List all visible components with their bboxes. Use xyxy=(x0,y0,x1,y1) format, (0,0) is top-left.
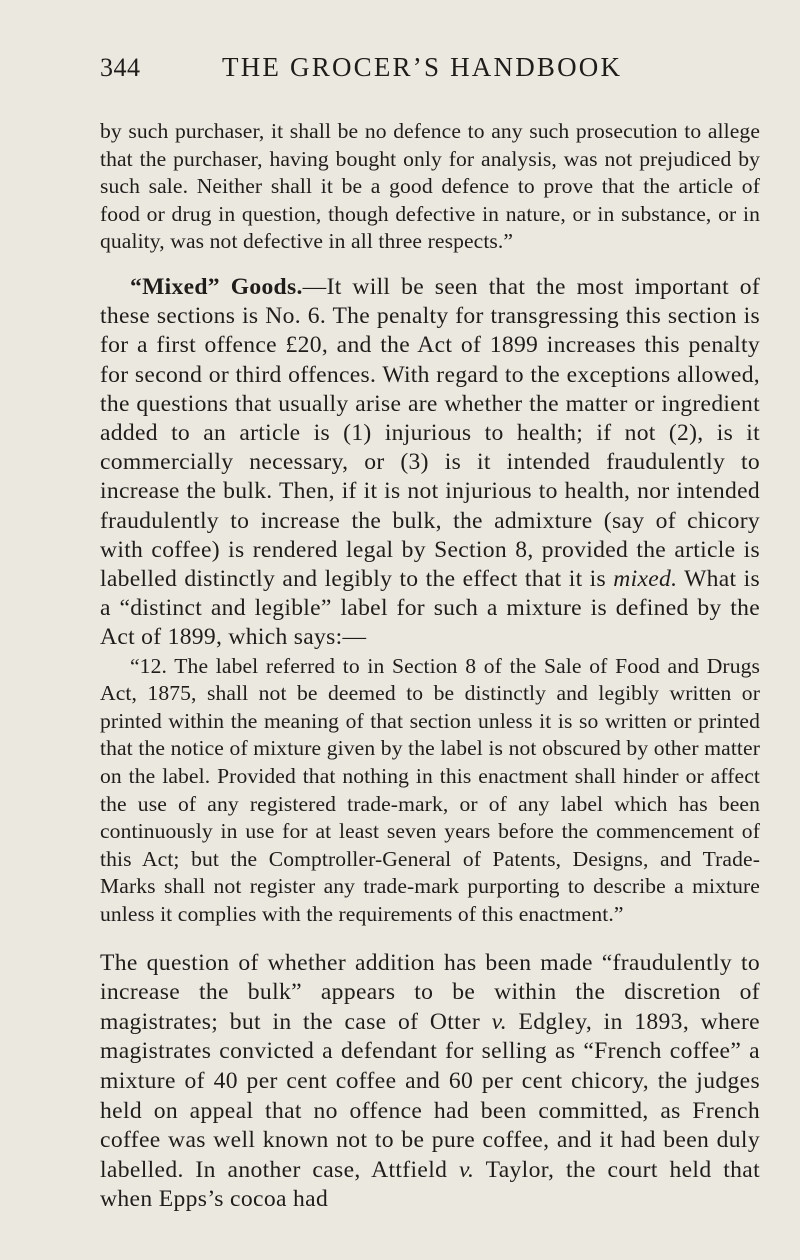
paragraph-text: What is a “distinct and legible” label for such a mixture is defined by the Act of 1899, which says:— xyxy=(100,566,760,651)
paragraph-text: The question of whether addition has been made “fraudulently to increase the bulk” appears to be within the discretion of magistrates; but in the case of Otter xyxy=(100,949,760,1035)
italic-text: v. xyxy=(458,1156,475,1183)
running-head xyxy=(100,52,760,92)
paragraph-fraud-question xyxy=(100,949,760,1215)
italic-text: mixed. xyxy=(613,566,678,592)
italic-text: v. xyxy=(491,1008,507,1035)
paragraph-act-quote: “12. The label referred to in Section 8 of the Sale of Food and Drugs Act, 1875, shall not be deemed to be distinctly and legibly written or printed within the meaning of that section unless it is so written or printed that the notice of mixture given by the label is not obscured by other matter on the label. Provided that nothing in this enactment shall hinder or affect the use of any registered trade-mark, or of any label which has been continuously in use for at least seven years before the commencement of this Act; but the Comptroller-General of Patents, Designs, and Trade-Marks shall not register any trade-mark purporting to describe a mixture unless it complies with the requirements of this enactment.” xyxy=(100,653,760,926)
paragraph-quote-end: by such purchaser, it shall be no defence to any such prosecution to allege that the purchaser, having bought only for analysis, was not prejudiced by such sale. Neither shall it be a good defence to prove that the article of food or drug in question, though defective in nature, or in substance, or in quality, was not defective in all three respects.” xyxy=(100,119,760,254)
page-number: 344 xyxy=(100,53,141,82)
paragraph-text: Taylor, the court held that when Epps’s cocoa had xyxy=(100,1156,760,1213)
book-title: THE GROCER’S HANDBOOK xyxy=(222,52,623,82)
paragraph-mixed-goods xyxy=(100,273,760,653)
paragraph-text: —It will be seen that the most important of these sections is No. 6. The penalty for transgressing this section is for a first offence £20, and the Act of 1899 increases this penalty for second or third offences. With regard to the exceptions allowed, the questions that usually arise are whether the matter or ingredient added to an article is (1) injurious to health; if not (2), is it commercially necessary, or (3) is it intended fraudulently to increase the bulk. Then, if it is not injurious to health, nor intended fraudulently to increase the bulk, the admixture (say of chicory with coffee) is rendered legal by Section 8, provided the article is labelled distinctly and legibly to the effect that it is xyxy=(100,273,761,592)
paragraph-text: Edgley, in 1893, where magistrates convicted a defendant for selling as “French coffee” a mixture of 40 per cent coffee and 60 per cent chicory, the judges held on appeal that no offence had been committed, as French coffee was well known not to be pure coffee, and it had been duly labelled. In another case, Attfield xyxy=(100,1008,760,1183)
section-heading: “Mixed” Goods. xyxy=(130,273,303,300)
